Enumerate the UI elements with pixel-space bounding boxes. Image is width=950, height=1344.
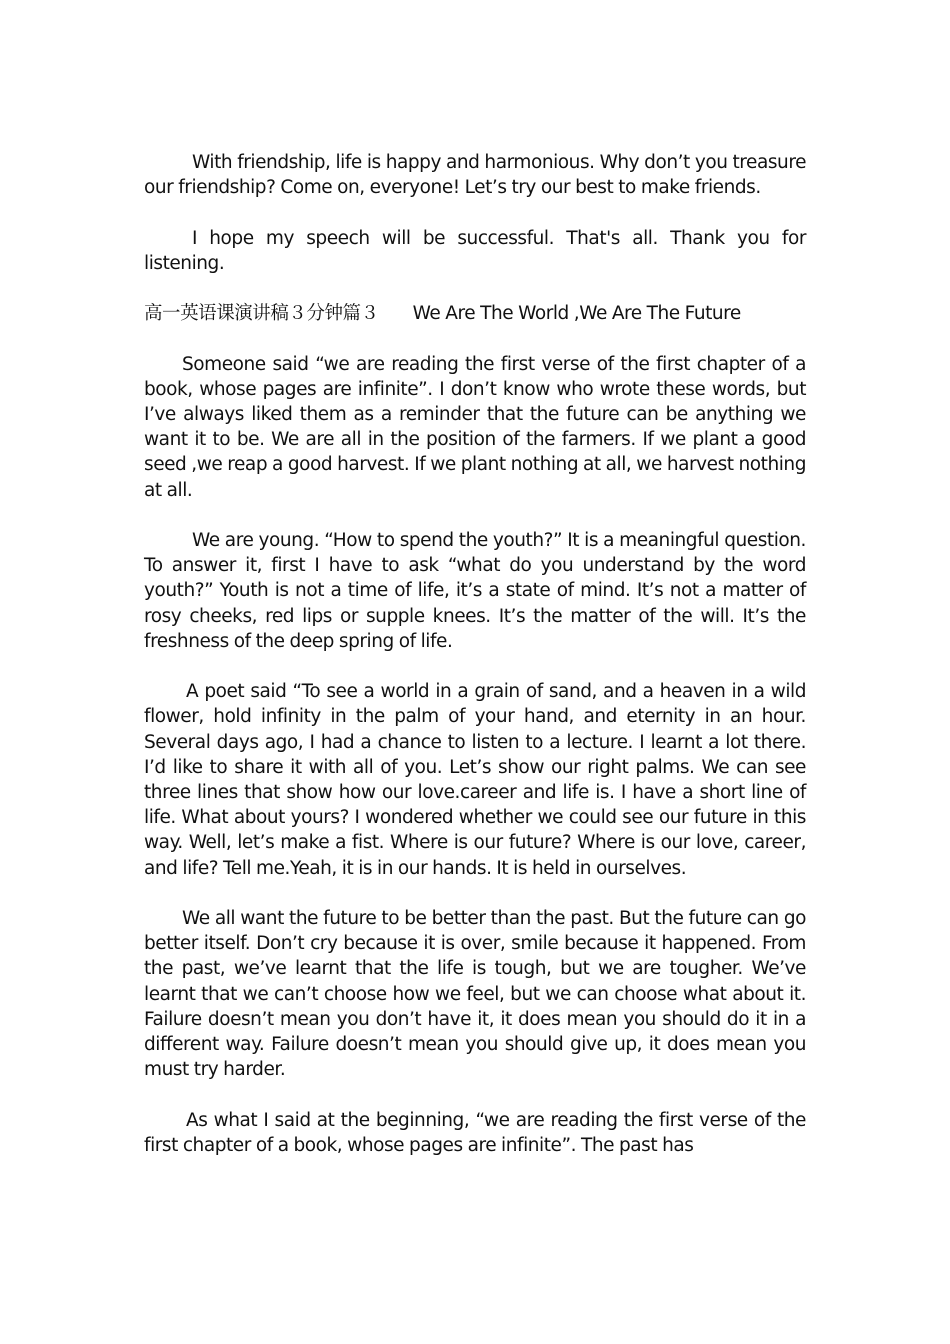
paragraph-someone-said: Someone said “we are reading the first verse of the first chapter of a book, whose pages are infinite”. I don’t know who wrote these words, but I’ve always liked them as a reminder that the future can be anything we want it to be. We are all in the position of the farmers. If we plant a good seed ,we reap a good harvest. If we plant nothing at all, we harvest nothing at all. bbox=[144, 353, 806, 501]
paragraph-we-are-young: We are young. “How to spend the youth?” It is a meaningful question. To answer it, first I have to ask “what do you understand by the word youth?” Youth is not a time of life, it’s a state of mind. It’s not a matter of rosy cheeks, red lips or supple knees. It’s the matter of the will. It’s the freshness of the deep spring of life. bbox=[144, 529, 806, 652]
heading-chinese-title: 高一英语课演讲稿３分钟篇３ bbox=[144, 303, 379, 325]
document-page bbox=[144, 150, 806, 1183]
heading-english-title: We Are The World ,We Are The Future bbox=[412, 303, 741, 325]
paragraph-closing: I hope my speech will be successful. That's all. Thank you for listening. bbox=[144, 227, 806, 274]
paragraph-future-better: We all want the future to be better than the past. But the future can go better itself. Don’t cry because it is over, smile because it happened. From the past, we’ve learnt that the life is tough, but we are tougher. We’ve learnt that we can’t choose how we feel, but we can choose what about it. Failure doesn’t mean you don’t have it, it does mean you should do it in a different way. Failure doesn’t mean you should give up, it does mean you must try harder. bbox=[144, 908, 806, 1081]
paragraph-friendship: With friendship, life is happy and harmonious. Why don’t you treasure our friendship? Come on, everyone! Let’s try our best to make friends. bbox=[144, 152, 806, 199]
section-heading bbox=[144, 301, 806, 326]
paragraph-poet-said: A poet said “To see a world in a grain of sand, and a heaven in a wild flower, hold infinity in the palm of your hand, and eternity in an hour. Several days ago, I had a chance to listen to a lecture. I learnt a lot there. I’d like to share it with all of you. Let’s show our right palms. We can see three lines that show how our love.career and life is. I have a short line of life. What about yours? I wondered whether we could see our future in this way. Well, let’s make a fist. Where is our future? Where is our love, career, and life? Tell me.Yeah, it is in our hands. It is held in ourselves. bbox=[144, 681, 806, 879]
paragraph-as-i-said: As what I said at the beginning, “we are reading the first verse of the first chapter of a book, whose pages are infinite”. The past has bbox=[144, 1109, 806, 1156]
